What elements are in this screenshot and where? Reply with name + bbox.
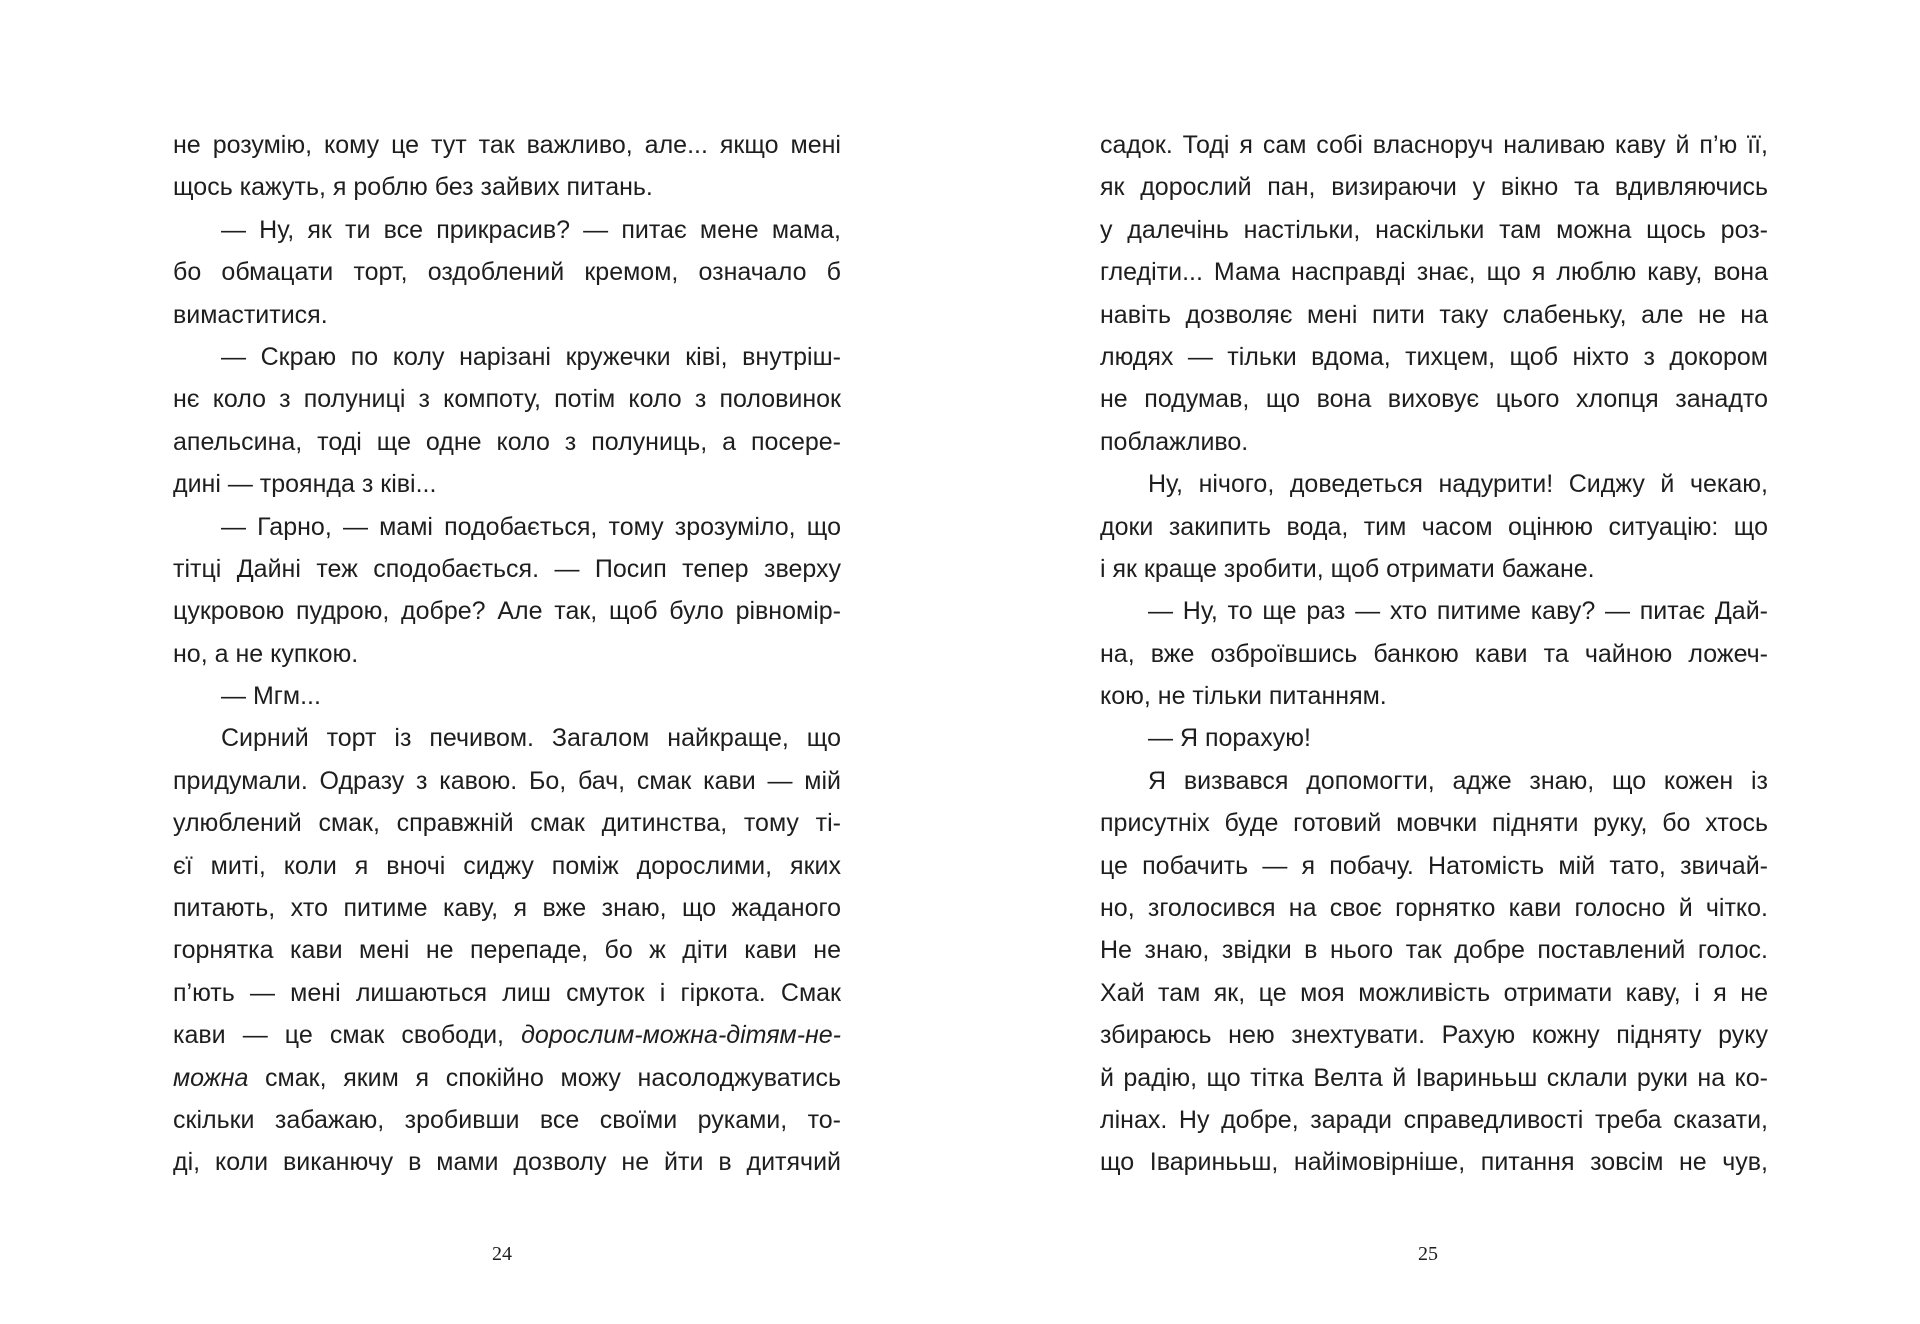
line-text: смак, яким я спокійно можу насолоджуватись: [265, 1063, 841, 1092]
line-text: Хай там як, це моя можливість отримати каву, і я не: [1100, 978, 1768, 1007]
text-line: [1100, 1099, 1768, 1141]
text-line: [173, 972, 841, 1014]
text-line: [173, 887, 841, 929]
text-line: [173, 760, 841, 802]
line-text: — Ну, як ти все прикрасив? — питає мене мама,: [221, 215, 841, 244]
text-line: [1100, 166, 1768, 208]
text-line: [173, 463, 841, 505]
line-text: горнятка кави мені не перепаде, бо ж діти кави не: [173, 936, 841, 965]
text-line: [1100, 378, 1768, 420]
text-line: [1100, 1014, 1768, 1056]
text-line: [173, 421, 841, 463]
text-line: [173, 548, 841, 590]
text-line: [173, 251, 841, 293]
text-line: [1100, 124, 1768, 166]
text-line: [1100, 506, 1768, 548]
text-line: [1100, 845, 1768, 887]
text-line: [173, 1141, 841, 1183]
line-text: тітці Дайні теж сподобається. — Посип тепер зверху: [173, 554, 841, 583]
line-text: — Скраю по колу нарізані кружечки ківі, внутріш-: [221, 342, 841, 371]
text-line: [173, 633, 841, 675]
text-line: [1100, 548, 1768, 590]
page-number-right: 25: [1418, 1243, 1438, 1265]
line-text: як дорослий пан, визираючи у вікно та вдивляючись: [1100, 173, 1768, 202]
line-text: — Ну, то ще раз — хто питиме каву? — питає Дай-: [1148, 597, 1768, 626]
line-text: єї миті, коли я вночі сиджу поміж дорослими, яких: [173, 851, 841, 880]
text-line: [1100, 887, 1768, 929]
text-line: [1100, 590, 1768, 632]
line-text: щось кажуть, я роблю без зайвих питань.: [173, 173, 653, 202]
line-text: дині — троянда з ківі...: [173, 470, 437, 499]
text-line: [1100, 929, 1768, 971]
italic-text: можна: [173, 1063, 249, 1092]
line-text: не подумав, що вона виховує цього хлопця занадто: [1100, 385, 1768, 414]
line-text: що Іваринььш, найімовірніше, питання зовсім не чув,: [1100, 1148, 1768, 1177]
text-line: [1100, 209, 1768, 251]
line-text: доки закипить вода, тим часом оцінюю ситуацію: що: [1100, 512, 1768, 541]
line-text: присутніх буде готовий мовчки підняти руку, бо хтось: [1100, 809, 1768, 838]
line-text: гледіти... Мама насправді знає, що я люблю каву, вона: [1100, 258, 1768, 287]
text-line: [173, 929, 841, 971]
text-line: [173, 802, 841, 844]
line-text: нє коло з полуниці з компоту, потім коло з половинок: [173, 385, 841, 414]
line-text: на, вже озброївшись банкою кави та чайною ложеч-: [1100, 639, 1768, 668]
text-line: [173, 124, 841, 166]
line-text: садок. Тоді я сам собі власноруч наливаю каву й п’ю її,: [1100, 131, 1768, 159]
line-text: вимаститися.: [173, 300, 328, 329]
line-text: — Я порахую!: [1148, 724, 1311, 753]
text-line: [1100, 336, 1768, 378]
text-line: [1100, 294, 1768, 336]
line-text: не розумію, кому це тут так важливо, але... якщо мені: [173, 131, 841, 159]
line-text: людях — тільки вдома, тихцем, щоб ніхто з докором: [1100, 342, 1768, 371]
line-text: навіть дозволяє мені пити таку слабеньку, але не на: [1100, 300, 1768, 329]
line-text: кою, не тільки питанням.: [1100, 682, 1387, 711]
line-text: поблажливо.: [1100, 427, 1249, 456]
line-text: п’ють — мені лишаються лиш смуток і гіркота. Смак: [173, 978, 841, 1007]
line-text: Не знаю, звідки в нього так добре поставлений голос.: [1100, 936, 1768, 965]
text-line: [173, 590, 841, 632]
line-text: скільки забажаю, зробивши все своїми руками, то-: [173, 1105, 841, 1134]
text-line: [1100, 717, 1768, 759]
line-text: і як краще зробити, щоб отримати бажане.: [1100, 554, 1595, 583]
text-line: [173, 1014, 841, 1056]
text-line: [1100, 1141, 1768, 1183]
line-text: цукровою пудрою, добре? Але так, щоб було рівномір-: [173, 597, 841, 626]
text-line: [1100, 972, 1768, 1014]
line-text: но, а не купкою.: [173, 639, 359, 668]
line-text: придумали. Одразу з кавою. Бо, бач, смак кави — мій: [173, 766, 841, 795]
text-line: [173, 506, 841, 548]
line-text: лінах. Ну добре, заради справедливості треба сказати,: [1100, 1105, 1768, 1134]
text-line: [173, 1057, 841, 1099]
line-text: це побачить — я побачу. Натомість мій тато, звичай-: [1100, 851, 1768, 880]
left-page: [173, 124, 841, 1184]
text-line: [173, 1099, 841, 1141]
text-line: [1100, 1057, 1768, 1099]
text-line: [173, 378, 841, 420]
text-line: [1100, 463, 1768, 505]
line-text: кави — це смак свободи,: [173, 1021, 505, 1050]
text-line: [173, 845, 841, 887]
line-text: ді, коли виканючу в мами дозволу не йти в дитячий: [173, 1148, 841, 1177]
text-line: [173, 166, 841, 208]
text-line: [1100, 802, 1768, 844]
italic-text: дорослим-можна-дітям-не-: [521, 1021, 842, 1050]
line-text: — Гарно, — мамі подобається, тому зрозуміло, що: [221, 512, 841, 541]
line-text: улюблений смак, справжній смак дитинства, тому ті-: [173, 809, 841, 838]
text-line: [173, 675, 841, 717]
text-line: [1100, 251, 1768, 293]
line-text: питають, хто питиме каву, я вже знаю, що жаданого: [173, 894, 841, 923]
text-line: [1100, 633, 1768, 675]
line-text: — Мгм...: [221, 682, 321, 711]
text-line: [173, 209, 841, 251]
page-number-left: 24: [492, 1243, 512, 1265]
text-line: [1100, 675, 1768, 717]
text-line: [173, 336, 841, 378]
line-text: у далечінь настільки, наскільки там можна щось роз-: [1100, 215, 1768, 244]
right-page: [1100, 124, 1768, 1184]
line-text: бо обмацати торт, оздоблений кремом, означало б: [173, 258, 841, 287]
text-line: [173, 717, 841, 759]
line-text: апельсина, тоді ще одне коло з полуниць, а посере-: [173, 427, 841, 456]
line-text: й радію, що тітка Велта й Іваринььш склали руки на ко-: [1100, 1063, 1768, 1092]
line-text: Ну, нічого, доведеться надурити! Сиджу й чекаю,: [1148, 470, 1768, 499]
text-line: [173, 294, 841, 336]
line-text: Я визвався допомогти, адже знаю, що кожен із: [1148, 766, 1768, 795]
line-text: но, зголосився на своє горнятко кави голосно й чітко.: [1100, 894, 1768, 923]
line-text: Сирний торт із печивом. Загалом найкраще, що: [221, 724, 841, 753]
text-line: [1100, 760, 1768, 802]
text-line: [1100, 421, 1768, 463]
line-text: збираюсь нею знехтувати. Рахую кожну підняту руку: [1100, 1021, 1768, 1050]
